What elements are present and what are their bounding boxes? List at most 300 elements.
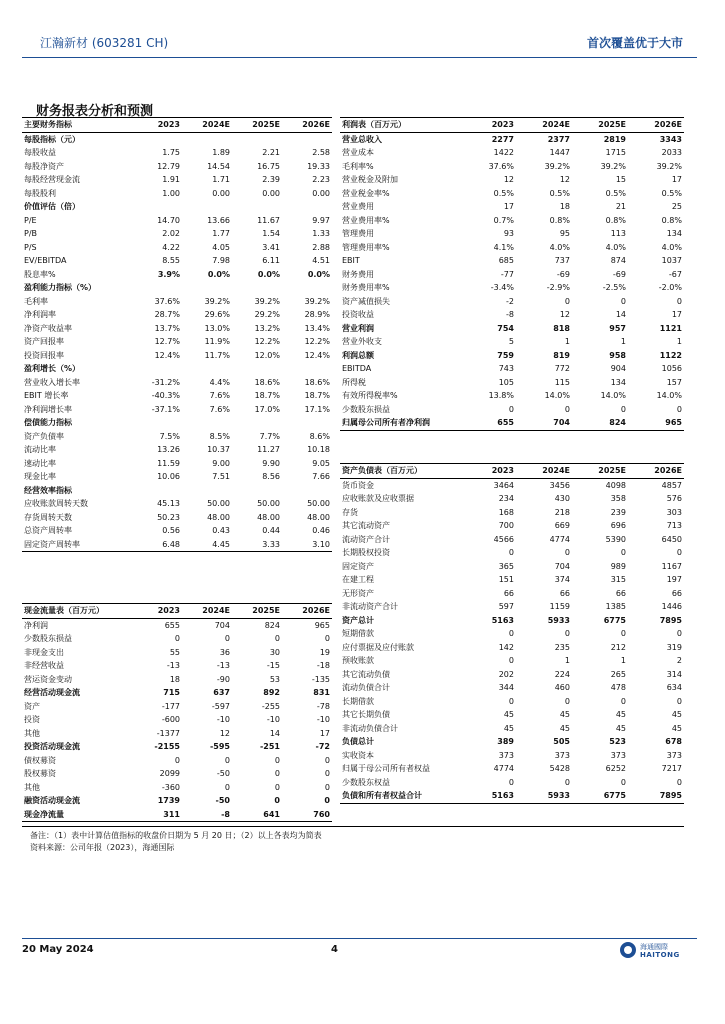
cell-value: 0 — [676, 629, 682, 638]
cell-value: 45.13 — [157, 499, 180, 508]
cell-value: 13.4% — [304, 323, 330, 333]
table-row — [340, 519, 684, 533]
cell-value: 1.71 — [212, 175, 230, 184]
table-row — [340, 573, 684, 587]
table-row — [340, 416, 684, 430]
cell-value: 1037 — [661, 256, 682, 265]
row-label: 非流动负债合计 — [342, 723, 398, 733]
cell-value: 3.33 — [232, 538, 282, 552]
cell-value: 234 — [498, 494, 514, 503]
cell-value: 7.51 — [212, 472, 230, 481]
table-title: 现金流量表（百万元） — [22, 604, 132, 619]
cell-value: 10.37 — [207, 445, 230, 454]
cell-value: 45 — [671, 710, 682, 719]
cell-value: 55 — [169, 647, 180, 657]
cell-value: 1 — [620, 337, 626, 346]
cell-value: 45 — [615, 723, 626, 733]
row-label: 有效所得税率% — [342, 391, 398, 400]
cell-value: 48.00 — [307, 512, 330, 522]
cell-value: 2099 — [159, 769, 180, 778]
cell-value: -177 — [161, 701, 180, 711]
cell-value: -13 — [166, 661, 180, 670]
cell-value: -77 — [500, 269, 514, 279]
cell-value: 1715 — [605, 148, 626, 157]
haitong-logo — [620, 940, 684, 962]
cell-value: 8.56 — [262, 472, 280, 481]
cell-value: 704 — [516, 416, 572, 430]
table-row — [22, 295, 332, 309]
cell-value: -50 — [216, 769, 230, 778]
cell-value: 10.06 — [157, 472, 180, 481]
row-label: 管理费用率% — [342, 242, 390, 252]
table-row — [22, 686, 332, 700]
row-label: 盈利增长（%） — [24, 364, 81, 373]
cell-value: 12 — [503, 175, 514, 184]
cell-value: 21 — [615, 202, 626, 211]
cell-value: 0 — [508, 777, 514, 787]
cell-value: 4.0% — [605, 242, 626, 252]
cell-value: 202 — [498, 669, 514, 679]
cell-value: 12.4% — [154, 350, 180, 360]
cell-value: 904 — [610, 364, 626, 373]
cell-value: 634 — [666, 683, 682, 692]
cell-value: 0 — [174, 755, 180, 765]
cell-value — [132, 132, 182, 146]
cell-value: -2.5% — [602, 283, 626, 292]
cell-value: 115 — [554, 377, 570, 387]
cell-value: 0 — [324, 755, 330, 765]
cell-value: 1.54 — [262, 229, 280, 238]
cell-value: 3.41 — [262, 242, 280, 252]
cell-value: 6.48 — [132, 538, 182, 552]
row-label: 短期借款 — [342, 629, 374, 638]
cell-value: 7.7% — [259, 431, 280, 441]
cell-value: 0 — [564, 777, 570, 787]
cell-value: 0 — [620, 696, 626, 706]
table-row — [22, 322, 332, 336]
row-label: 股息率% — [24, 269, 56, 279]
cell-value: 0 — [274, 782, 280, 792]
table-row — [22, 416, 332, 430]
cell-value: 655 — [164, 620, 180, 630]
table-row — [340, 681, 684, 695]
cell-value — [132, 281, 182, 295]
row-label: 归属于母公司所有者权益 — [342, 764, 430, 773]
row-label: 少数股东权益 — [342, 777, 390, 787]
cell-value: 958 — [609, 350, 626, 360]
cell-value: 669 — [554, 521, 570, 530]
cell-value: -597 — [211, 701, 230, 711]
cell-value: 0 — [564, 404, 570, 414]
cell-value: 358 — [610, 494, 626, 503]
row-label: 投资回报率 — [24, 350, 64, 360]
logo-text-en: HAITONG — [640, 951, 680, 959]
cell-value: 9.90 — [262, 458, 280, 468]
cell-value — [132, 362, 182, 376]
table-row — [22, 335, 332, 349]
cell-value: 13.0% — [204, 323, 230, 333]
table-row — [340, 214, 684, 228]
row-label: 营业费用 — [342, 202, 374, 211]
cell-value: 9.00 — [212, 458, 230, 468]
row-label: 实收资本 — [342, 750, 374, 760]
cell-value: 831 — [313, 688, 330, 697]
cell-value: 157 — [666, 377, 682, 387]
table-row — [340, 403, 684, 417]
cell-value: 2377 — [547, 134, 570, 144]
cell-value: 95 — [559, 229, 570, 238]
row-label: 速动比率 — [24, 458, 56, 468]
table-row — [340, 668, 684, 682]
table-header-row — [340, 118, 684, 133]
cell-value: 235 — [554, 642, 570, 652]
cell-value: 7.66 — [312, 472, 330, 481]
table-row — [22, 200, 332, 214]
cell-value: 4.51 — [312, 256, 330, 265]
cell-value — [232, 200, 282, 214]
cell-value: 678 — [665, 737, 682, 746]
table-row — [22, 349, 332, 363]
table-row — [22, 794, 332, 808]
cell-value: 37.6% — [488, 161, 514, 171]
cell-value: 754 — [497, 323, 514, 333]
column-header: 2025E — [232, 604, 282, 619]
cell-value: -90 — [216, 674, 230, 684]
table-row — [22, 403, 332, 417]
cell-value: -18 — [316, 661, 330, 670]
cell-value: 824 — [572, 416, 628, 430]
row-label: 应收账款周转天数 — [24, 499, 88, 508]
cell-value: -40.3% — [151, 391, 180, 400]
cell-value: 12.7% — [154, 337, 180, 346]
cell-value: 4774 — [493, 764, 514, 773]
cell-value: 134 — [610, 377, 626, 387]
table-row — [340, 349, 684, 363]
table-row — [340, 627, 684, 641]
cell-value: 25 — [671, 202, 682, 211]
table-row — [22, 214, 332, 228]
cell-value: 14.0% — [656, 391, 682, 400]
cell-value: 3456 — [549, 480, 570, 490]
cell-value: 1447 — [549, 148, 570, 157]
row-label: 在建工程 — [342, 575, 374, 584]
cell-value: 13.26 — [157, 445, 180, 454]
table-row — [22, 524, 332, 538]
cell-value: 0.5% — [549, 188, 570, 198]
cell-value: 45 — [503, 723, 514, 733]
row-label: 资产减值损失 — [342, 296, 390, 306]
cell-value: 12.4% — [304, 350, 330, 360]
cell-value: 0 — [324, 782, 330, 792]
cell-value: 45 — [559, 710, 570, 719]
row-label: P/E — [24, 215, 37, 225]
row-label: 资产总计 — [342, 615, 374, 625]
cell-value: 0 — [274, 755, 280, 765]
cell-value: 0.8% — [549, 215, 570, 225]
cell-value: 505 — [553, 737, 570, 746]
table-header-row — [22, 118, 332, 133]
cell-value: 4.4% — [209, 377, 230, 387]
cell-value: 0.5% — [605, 188, 626, 198]
cell-value: 892 — [263, 688, 280, 697]
row-label: 负债总计 — [342, 737, 374, 746]
cell-value: 655 — [460, 416, 516, 430]
row-label: 净利润率 — [24, 310, 56, 319]
cell-value: -3.4% — [490, 283, 514, 292]
cell-value: 66 — [671, 588, 682, 598]
column-header: 2026E — [628, 464, 684, 479]
row-label: EV/EBITDA — [24, 256, 67, 265]
cell-value: 0.5% — [493, 188, 514, 198]
cell-value: 18 — [169, 674, 180, 684]
cell-value: 1.89 — [212, 148, 230, 157]
table-row — [340, 132, 684, 146]
cell-value: 12 — [559, 310, 570, 319]
cell-value: 344 — [498, 683, 514, 692]
cell-value: 0 — [620, 296, 626, 306]
cell-value: 17 — [319, 728, 330, 738]
cell-value — [282, 416, 332, 430]
cell-value: 0.00 — [262, 188, 280, 198]
cell-value: 12 — [219, 728, 230, 738]
cell-value: 965 — [314, 620, 330, 630]
table-row — [340, 776, 684, 790]
cell-value: 53 — [269, 674, 280, 684]
table-row — [340, 546, 684, 560]
cell-value — [282, 200, 332, 214]
cell-value: 19.33 — [307, 161, 330, 171]
cell-value: 113 — [610, 229, 626, 238]
cell-value: 19 — [319, 647, 330, 657]
column-header: 2024E — [182, 604, 232, 619]
cell-value: 0 — [224, 755, 230, 765]
row-label: 投资活动现金流 — [24, 742, 80, 751]
cell-value: 197 — [666, 575, 682, 584]
cell-value: 50.00 — [207, 499, 230, 508]
table-row — [22, 767, 332, 781]
cell-value: 4.22 — [162, 242, 180, 252]
cell-value: 45 — [671, 723, 682, 733]
cell-value: 460 — [554, 683, 570, 692]
table-row — [22, 511, 332, 525]
balance-sheet-table — [340, 463, 684, 804]
header-divider — [22, 57, 697, 58]
row-label: EBITDA — [342, 364, 372, 373]
cell-value: 3343 — [659, 134, 682, 144]
row-label: 营业税金及附加 — [342, 175, 398, 184]
column-header: 2023 — [460, 118, 516, 133]
cell-value: 168 — [498, 507, 514, 517]
cell-value: -69 — [612, 269, 626, 279]
table-row — [340, 533, 684, 547]
table-row — [340, 587, 684, 601]
row-label: 经营效率指标 — [24, 485, 72, 495]
cell-value: 0.00 — [312, 188, 330, 198]
cell-value: 597 — [498, 602, 514, 611]
cell-value: 1 — [676, 337, 682, 346]
cell-value: 13.8% — [488, 391, 514, 400]
row-label: 股权募资 — [24, 769, 56, 778]
table-row — [340, 641, 684, 655]
table-row — [340, 735, 684, 749]
row-label: 流动资产合计 — [342, 534, 390, 544]
cell-value: 373 — [666, 750, 682, 760]
cell-value: 2277 — [491, 134, 514, 144]
row-label: 融资活动现金流 — [24, 796, 80, 805]
table-row — [340, 295, 684, 309]
table-title: 利润表（百万元） — [340, 118, 460, 133]
row-label: 非经营收益 — [24, 661, 64, 670]
table-row — [22, 497, 332, 511]
row-label: 净利润增长率 — [24, 404, 72, 414]
cell-value: 8.6% — [309, 431, 330, 441]
cell-value: 700 — [498, 521, 514, 530]
cell-value: 0 — [324, 796, 330, 805]
cell-value: 29.2% — [254, 310, 280, 319]
row-label: 资产回报率 — [24, 337, 64, 346]
cell-value: -72 — [315, 742, 330, 751]
cell-value: 430 — [554, 494, 570, 503]
cell-value: 314 — [666, 669, 682, 679]
cell-value: 2.88 — [312, 242, 330, 252]
row-label: 长期借款 — [342, 696, 374, 706]
cell-value: 17 — [503, 202, 514, 211]
cell-value: -2 — [506, 296, 514, 306]
table-row — [340, 506, 684, 520]
column-header: 2026E — [628, 118, 684, 133]
row-label: 偿债能力指标 — [24, 418, 72, 427]
cell-value: 957 — [609, 323, 626, 333]
row-label: 每股净资产 — [24, 161, 64, 171]
cell-value — [282, 362, 332, 376]
cell-value: 12.2% — [254, 337, 280, 346]
cell-value: 13.2% — [254, 323, 280, 333]
table-row — [22, 808, 332, 822]
cell-value: 12.79 — [157, 161, 180, 171]
row-label: 归属母公司所有者净利润 — [340, 416, 460, 430]
row-label: 每股股利 — [24, 188, 56, 198]
cell-value: 637 — [213, 688, 230, 697]
cell-value: 17.0% — [254, 404, 280, 414]
cell-value — [232, 416, 282, 430]
row-label: 毛利率% — [342, 161, 374, 171]
cell-value: 13.66 — [207, 215, 230, 225]
column-header: 2025E — [232, 118, 282, 133]
cell-value: 14 — [269, 728, 280, 738]
table-row — [22, 281, 332, 295]
table-row — [340, 789, 684, 803]
row-label: 负债和所有者权益合计 — [340, 789, 460, 803]
cell-value: 7.98 — [212, 256, 230, 265]
row-label: EBIT 增长率 — [24, 391, 69, 400]
cell-value: 373 — [610, 750, 626, 760]
cell-value: 989 — [610, 561, 626, 571]
cell-value: 0 — [620, 548, 626, 557]
row-label: 每股收益 — [24, 148, 56, 157]
table-row — [340, 614, 684, 628]
row-label: 营业总收入 — [342, 134, 382, 144]
table-row — [22, 254, 332, 268]
row-label: 营业利润 — [342, 323, 374, 333]
table-row — [340, 241, 684, 255]
cell-value: 1 — [564, 656, 570, 665]
cell-value: 39.2% — [204, 296, 230, 306]
cell-value: 105 — [498, 377, 514, 387]
column-header: 2025E — [572, 464, 628, 479]
cell-value: 18.6% — [254, 377, 280, 387]
table-row — [22, 727, 332, 741]
note-remark: 备注：（1）表中计算估值指标的收盘价日期为 5 月 20 日；（2）以上各表均为简表 — [30, 831, 322, 840]
table-row — [340, 268, 684, 282]
cell-value: 965 — [628, 416, 684, 430]
cell-value: 0 — [620, 404, 626, 414]
footer-divider — [22, 938, 697, 939]
cell-value: 1056 — [661, 364, 682, 373]
table-row — [340, 187, 684, 201]
cell-value: 576 — [666, 494, 682, 503]
cash-flow-table — [22, 603, 332, 822]
cell-value: 36 — [219, 647, 230, 657]
cell-value: 696 — [610, 521, 626, 530]
cell-value: 11.59 — [157, 458, 180, 468]
row-label: 管理费用 — [342, 229, 374, 238]
row-label: 净利润 — [24, 620, 48, 630]
cell-value — [182, 132, 232, 146]
cell-value: 14.0% — [544, 391, 570, 400]
note-source: 资料来源：公司年报（2023），海通国际 — [30, 843, 175, 852]
cell-value: 0.46 — [312, 526, 330, 535]
cell-value: 5390 — [605, 534, 626, 544]
table-row — [340, 281, 684, 295]
cell-value: 15 — [615, 175, 626, 184]
cell-value: 0 — [564, 629, 570, 638]
cell-value: 39.2% — [656, 161, 682, 171]
cell-value: 48.00 — [207, 512, 230, 522]
table-row — [340, 200, 684, 214]
table-row — [340, 335, 684, 349]
table-row — [340, 389, 684, 403]
cell-value — [282, 132, 332, 146]
table-row — [340, 654, 684, 668]
cell-value: 0 — [224, 634, 230, 643]
cell-value: 8.5% — [209, 431, 230, 441]
cell-value: 824 — [264, 620, 280, 630]
cell-value: 45 — [615, 710, 626, 719]
table-row — [22, 659, 332, 673]
cell-value: 0 — [620, 629, 626, 638]
cell-value: 4857 — [661, 480, 682, 490]
cell-value: 6.11 — [262, 256, 280, 265]
row-label: 其他 — [24, 782, 40, 792]
cell-value: 1422 — [493, 148, 514, 157]
cell-value: 704 — [214, 620, 230, 630]
cell-value: 4.05 — [212, 242, 230, 252]
cell-value: 134 — [666, 229, 682, 238]
cell-value: 715 — [163, 688, 180, 697]
row-label: 投资收益 — [342, 310, 374, 319]
column-header: 2026E — [282, 118, 332, 133]
cell-value: 39.2% — [254, 296, 280, 306]
header-rating-title: 首次覆盖优于大市 — [586, 36, 683, 50]
cell-value: -50 — [215, 796, 230, 805]
cell-value — [182, 281, 232, 295]
cell-value: 319 — [666, 642, 682, 652]
cell-value: 818 — [553, 323, 570, 333]
cell-value: 0 — [564, 548, 570, 557]
cell-value: 743 — [498, 364, 514, 373]
cell-value: 5933 — [516, 789, 572, 803]
column-header: 2024E — [516, 118, 572, 133]
